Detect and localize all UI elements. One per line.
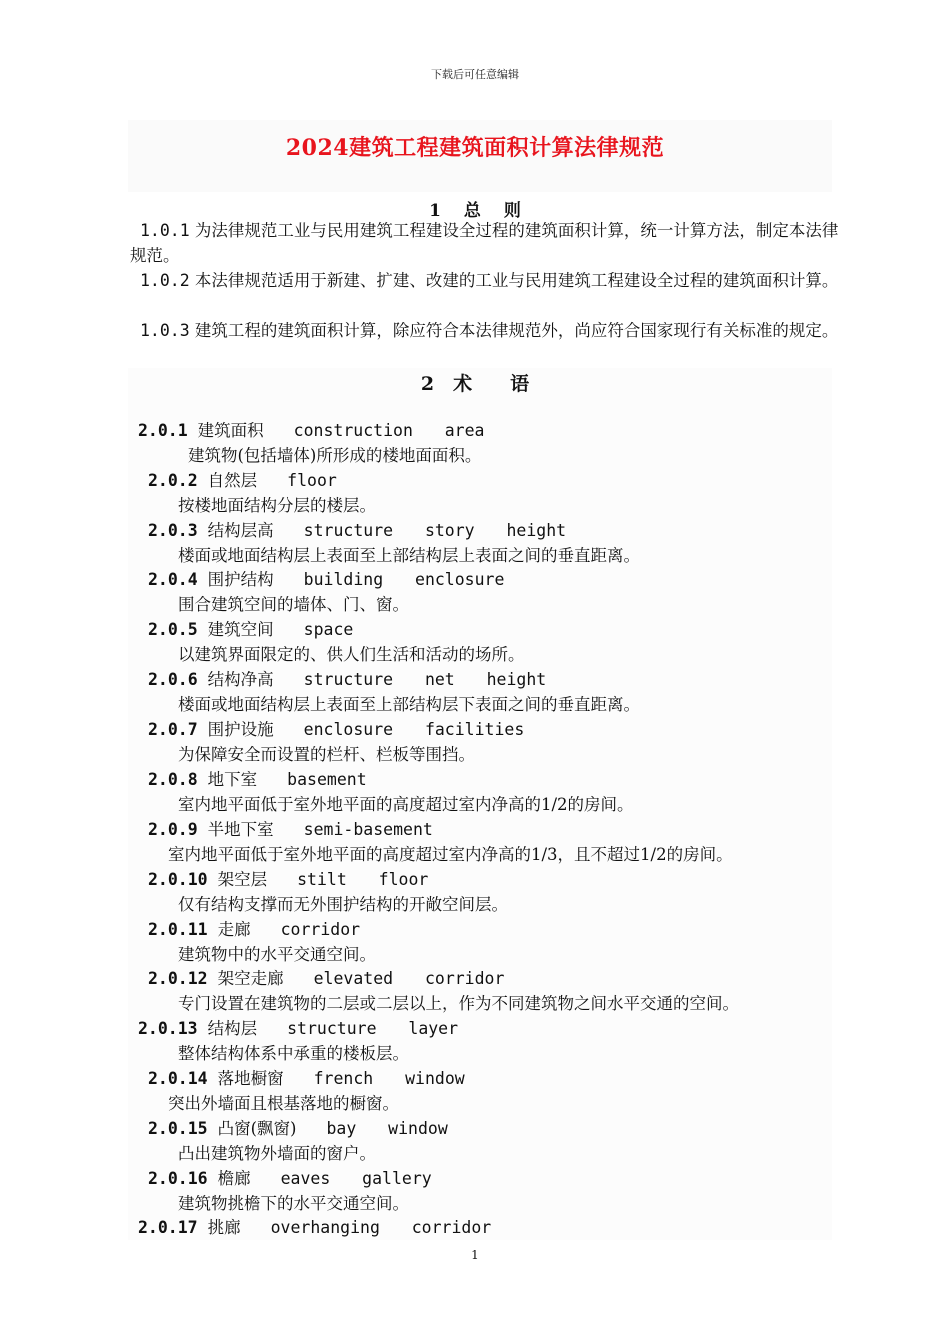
term-definition: 建筑物挑檐下的水平交通空间。 <box>178 1194 409 1213</box>
term-definition: 按楼地面结构分层的楼层。 <box>178 496 376 515</box>
term-2-0-8 <box>148 768 367 792</box>
term-english: corridor <box>280 920 361 939</box>
term-definition: 楼面或地面结构层上表面至上部结构层上表面之间的垂直距离。 <box>178 546 640 565</box>
term-chinese: 檐廊 <box>217 1169 251 1188</box>
clause-number: 1.0.1 <box>140 221 190 240</box>
term-definition: 突出外墙面且根基落地的橱窗。 <box>168 1094 399 1113</box>
term-english: floor <box>287 471 337 490</box>
clause-text: 建筑工程的建筑面积计算，除应符合本法律规范外，尚应符合国家现行有关标准的规定。 <box>189 321 839 340</box>
term-definition: 楼面或地面结构层上表面至上部结构层下表面之间的垂直距离。 <box>178 695 640 714</box>
term-english: space <box>303 620 354 639</box>
term-chinese: 凸窗(飘窗) <box>217 1119 297 1138</box>
term-number: 2.0.8 <box>148 770 198 789</box>
term-english: elevated corridor <box>313 969 505 988</box>
section-2-heading: 2 术 语 <box>420 373 530 395</box>
term-chinese: 结构净高 <box>207 670 274 689</box>
term-2-0-6 <box>148 668 546 692</box>
term-english: stilt floor <box>297 870 429 889</box>
term-2-0-1 <box>138 419 484 443</box>
document-title: 2024建筑工程建筑面积计算法律规范 <box>285 135 665 161</box>
term-2-0-5 <box>148 618 353 642</box>
term-definition: 仅有结构支撑而无外围护结构的开敞空间层。 <box>178 895 508 914</box>
term-2-0-3 <box>148 519 566 543</box>
term-chinese: 结构层 <box>207 1019 258 1038</box>
clause-number: 1.0.3 <box>140 321 190 340</box>
term-number: 2.0.17 <box>138 1218 198 1237</box>
term-2-0-10 <box>148 868 428 892</box>
term-english: structure net height <box>303 670 547 689</box>
term-2-0-9 <box>148 818 433 842</box>
term-chinese: 建筑面积 <box>197 421 264 440</box>
term-2-0-17 <box>138 1216 491 1240</box>
term-number: 2.0.2 <box>148 471 198 490</box>
term-chinese: 建筑空间 <box>207 620 274 639</box>
term-2-0-14 <box>148 1067 465 1091</box>
term-english: bay window <box>326 1119 448 1138</box>
term-2-0-16 <box>148 1167 432 1191</box>
term-number: 2.0.11 <box>148 920 208 939</box>
term-2-0-11 <box>148 918 360 942</box>
term-number: 2.0.3 <box>148 521 198 540</box>
clause-number: 1.0.2 <box>140 271 190 290</box>
term-definition: 室内地平面低于室外地平面的高度超过室内净高的1/3，且不超过1/2的房间。 <box>168 845 733 864</box>
clause-1-0-3 <box>130 318 840 343</box>
term-number: 2.0.4 <box>148 570 198 589</box>
term-number: 2.0.5 <box>148 620 198 639</box>
clause-1-0-2 <box>130 268 840 293</box>
term-definition: 以建筑界面限定的、供人们生活和活动的场所。 <box>178 645 525 664</box>
term-english: overhanging corridor <box>270 1218 492 1237</box>
term-chinese: 结构层高 <box>207 521 274 540</box>
term-english: structure story height <box>303 521 567 540</box>
term-chinese: 围护设施 <box>207 720 274 739</box>
term-chinese: 架空层 <box>217 870 268 889</box>
term-english: enclosure facilities <box>303 720 525 739</box>
term-definition: 整体结构体系中承重的楼板层。 <box>178 1044 409 1063</box>
term-2-0-13 <box>138 1017 458 1041</box>
term-number: 2.0.6 <box>148 670 198 689</box>
term-number: 2.0.12 <box>148 969 208 988</box>
term-definition: 凸出建筑物外墙面的窗户。 <box>178 1144 376 1163</box>
term-number: 2.0.16 <box>148 1169 208 1188</box>
term-number: 2.0.13 <box>138 1019 198 1038</box>
term-number: 2.0.10 <box>148 870 208 889</box>
page-number: 1 <box>471 1248 479 1262</box>
term-chinese: 半地下室 <box>207 820 274 839</box>
term-chinese: 围护结构 <box>207 570 274 589</box>
term-2-0-4 <box>148 568 504 592</box>
term-english: semi-basement <box>303 820 433 839</box>
term-number: 2.0.7 <box>148 720 198 739</box>
term-chinese: 自然层 <box>207 471 258 490</box>
term-number: 2.0.1 <box>138 421 188 440</box>
term-english: basement <box>287 770 367 789</box>
term-number: 2.0.14 <box>148 1069 208 1088</box>
term-definition: 围合建筑空间的墙体、门、窗。 <box>178 595 409 614</box>
term-definition: 建筑物(包括墙体)所形成的楼地面面积。 <box>188 446 482 465</box>
term-definition: 室内地平面低于室外地平面的高度超过室内净高的1/2的房间。 <box>178 795 634 814</box>
term-2-0-7 <box>148 718 524 742</box>
term-number: 2.0.15 <box>148 1119 208 1138</box>
term-2-0-15 <box>148 1117 448 1141</box>
term-definition: 为保障安全而设置的栏杆、栏板等围挡。 <box>178 745 475 764</box>
term-english: french window <box>313 1069 465 1088</box>
term-chinese: 落地橱窗 <box>217 1069 284 1088</box>
term-chinese: 挑廊 <box>207 1218 241 1237</box>
term-english: structure layer <box>287 1019 459 1038</box>
term-chinese: 地下室 <box>207 770 258 789</box>
term-number: 2.0.9 <box>148 820 198 839</box>
term-2-0-2 <box>148 469 337 493</box>
clause-text: 为法律规范工业与民用建筑工程建设全过程的建筑面积计算，统一计算方法，制定本法律规范。 <box>130 221 839 265</box>
term-definition: 建筑物中的水平交通空间。 <box>178 945 376 964</box>
term-english: building enclosure <box>303 570 505 589</box>
term-definition: 专门设置在建筑物的二层或二层以上，作为不同建筑物之间水平交通的空间。 <box>178 994 739 1013</box>
term-chinese: 走廊 <box>217 920 251 939</box>
clause-1-0-1 <box>130 218 840 268</box>
term-english: eaves gallery <box>280 1169 432 1188</box>
term-2-0-12 <box>148 967 504 991</box>
section-1-heading: 1 总 则 <box>429 201 521 221</box>
term-english: construction area <box>293 421 485 440</box>
clause-text: 本法律规范适用于新建、扩建、改建的工业与民用建筑工程建设全过程的建筑面积计算。 <box>189 271 839 290</box>
term-chinese: 架空走廊 <box>217 969 284 988</box>
page-header-note: 下载后可任意编辑 <box>431 68 519 81</box>
